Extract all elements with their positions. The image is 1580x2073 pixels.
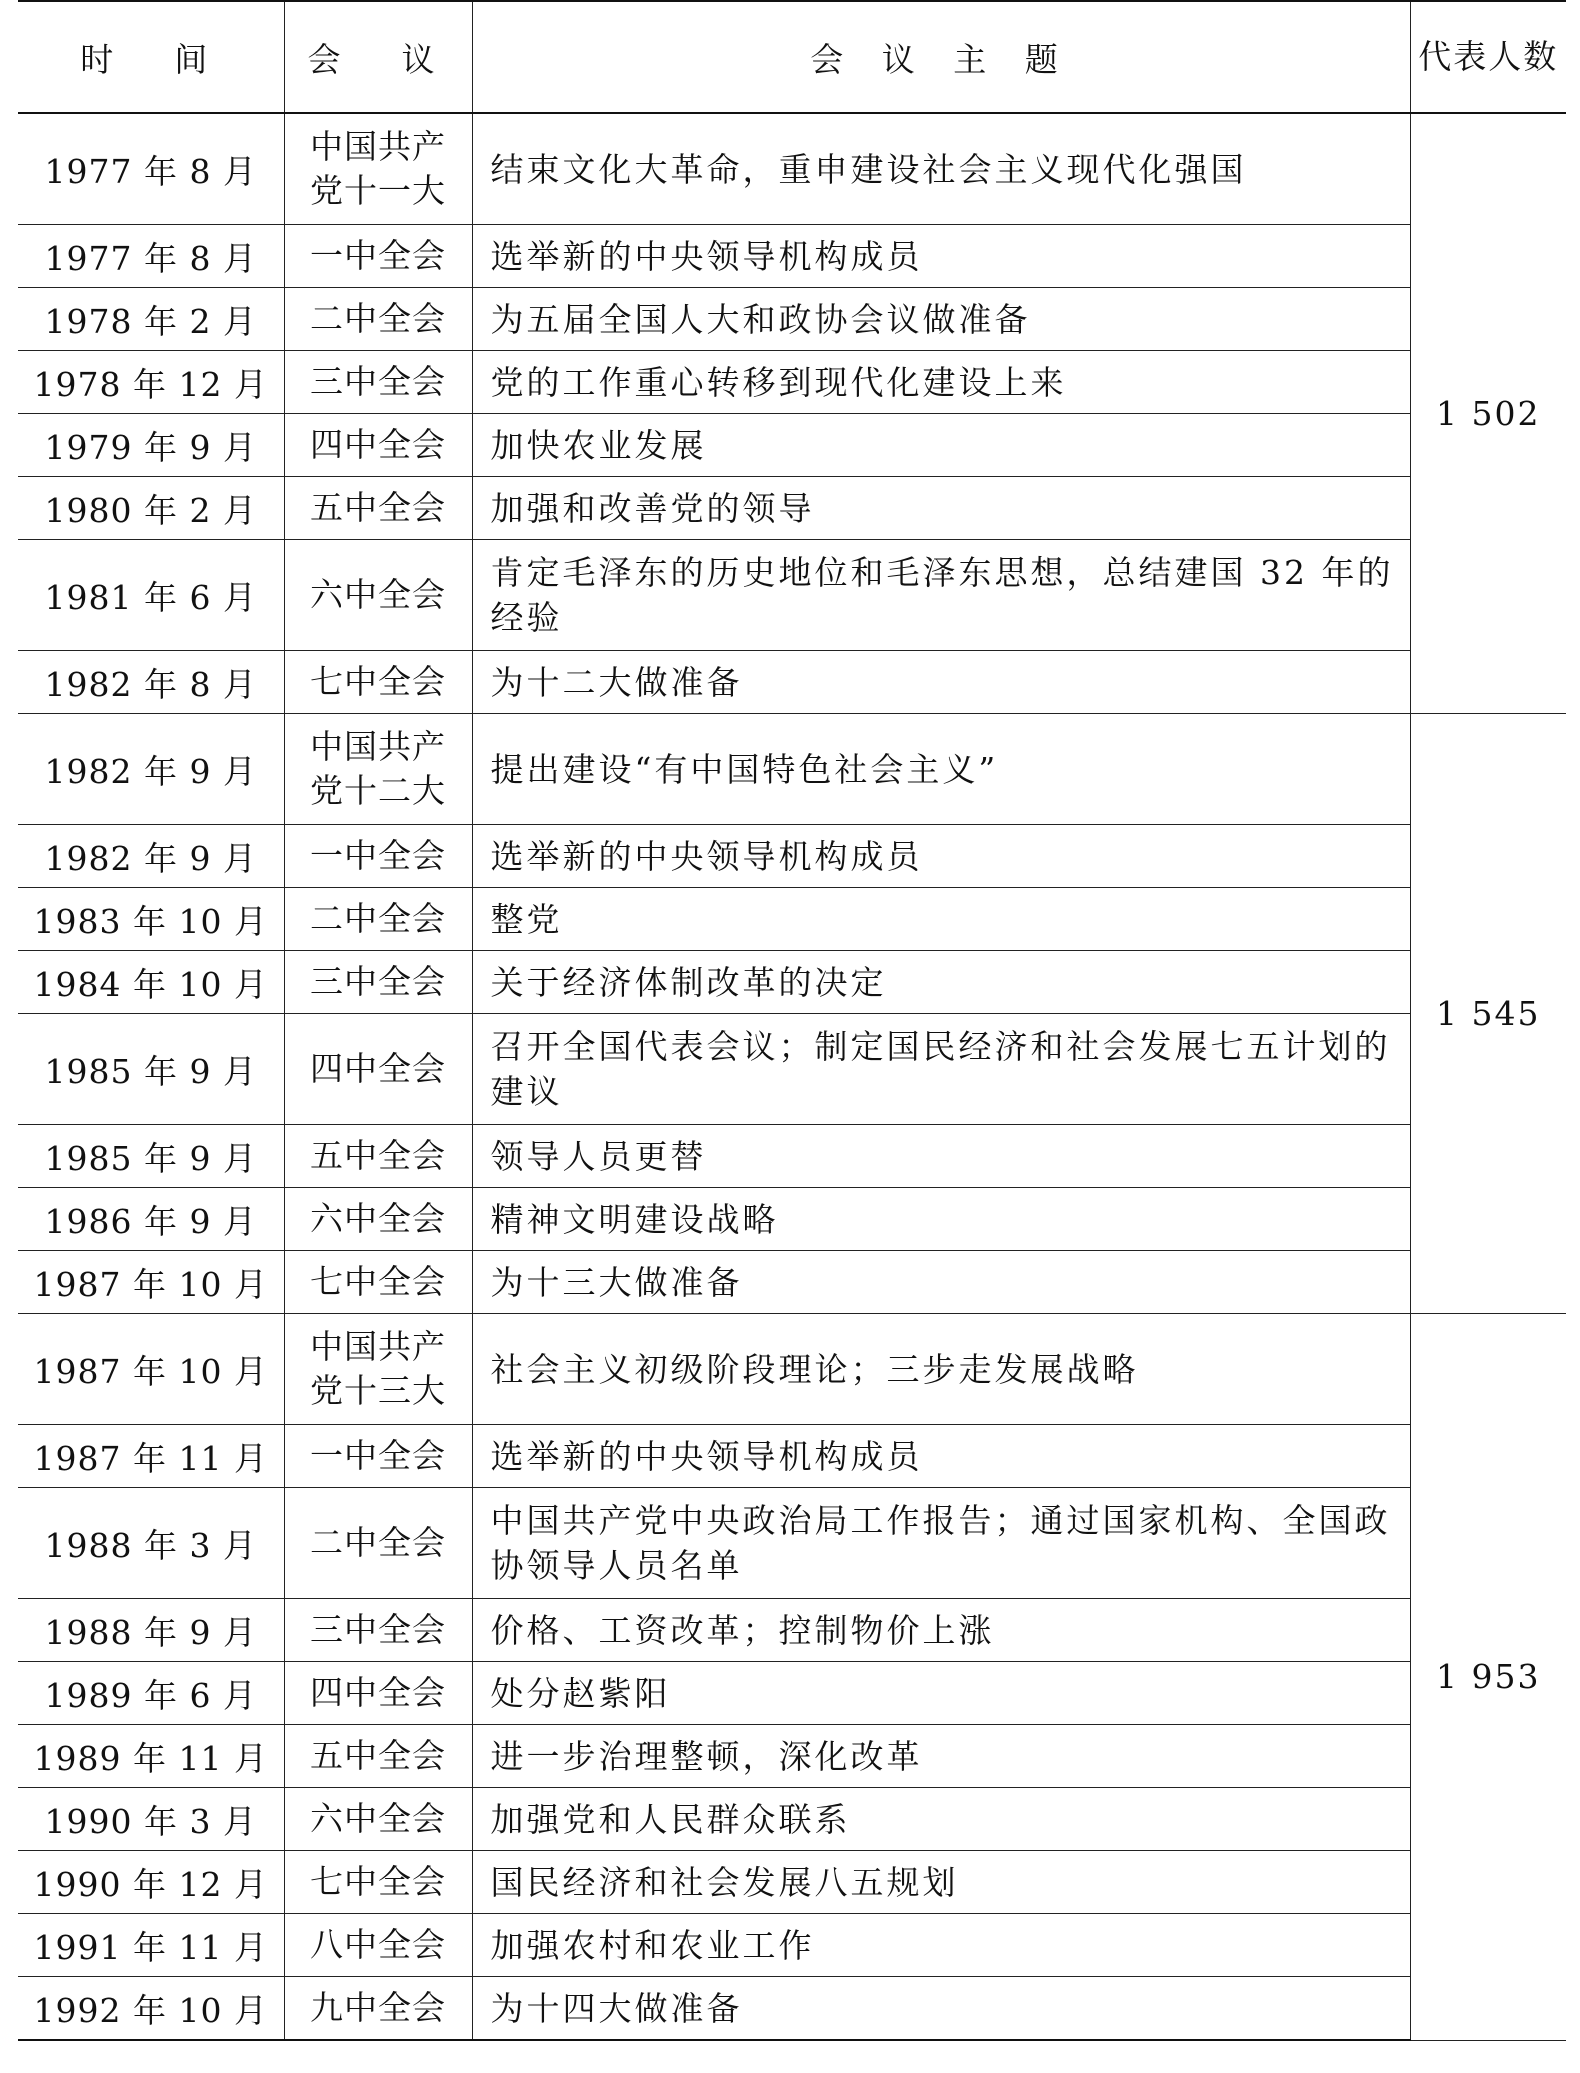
cell-topic: 结束文化大革命，重申建设社会主义现代化强国 xyxy=(472,113,1410,225)
table-row xyxy=(18,1488,1566,1599)
table-row xyxy=(18,1125,1566,1188)
cell-date: 1979 年 9 月 xyxy=(18,414,284,477)
cell-meeting: 五中全会 xyxy=(284,1725,472,1788)
table-row xyxy=(18,714,1566,825)
cell-delegate-count: 1 545 xyxy=(1410,714,1566,1314)
cell-date: 1982 年 9 月 xyxy=(18,825,284,888)
table-row xyxy=(18,1977,1566,2041)
table-header xyxy=(18,1,1566,113)
cell-meeting: 六中全会 xyxy=(284,540,472,651)
table-row xyxy=(18,1314,1566,1425)
cell-meeting: 七中全会 xyxy=(284,651,472,714)
cell-topic: 加强和改善党的领导 xyxy=(472,477,1410,540)
cell-date: 1977 年 8 月 xyxy=(18,225,284,288)
cell-topic: 提出建设“有中国特色社会主义” xyxy=(472,714,1410,825)
cell-date: 1983 年 10 月 xyxy=(18,888,284,951)
table-row xyxy=(18,951,1566,1014)
cell-date: 1977 年 8 月 xyxy=(18,113,284,225)
table-row xyxy=(18,1014,1566,1125)
table-row xyxy=(18,888,1566,951)
cell-meeting: 一中全会 xyxy=(284,1425,472,1488)
cell-topic: 为十二大做准备 xyxy=(472,651,1410,714)
cell-meeting: 二中全会 xyxy=(284,288,472,351)
table-row xyxy=(18,288,1566,351)
cell-topic: 关于经济体制改革的决定 xyxy=(472,951,1410,1014)
header-count: 代表人数 xyxy=(1410,1,1566,113)
cell-topic: 为五届全国人大和政协会议做准备 xyxy=(472,288,1410,351)
cell-topic: 领导人员更替 xyxy=(472,1125,1410,1188)
table-row xyxy=(18,225,1566,288)
cell-topic: 召开全国代表会议；制定国民经济和社会发展七五计划的建议 xyxy=(472,1014,1410,1125)
header-topic: 会 议 主 题 xyxy=(472,1,1410,113)
table-row xyxy=(18,540,1566,651)
cell-topic: 选举新的中央领导机构成员 xyxy=(472,825,1410,888)
cell-meeting: 中国共产党十一大 xyxy=(284,113,472,225)
table-body xyxy=(18,113,1566,2040)
cell-date: 1985 年 9 月 xyxy=(18,1014,284,1125)
meetings-table xyxy=(18,0,1566,2041)
cell-meeting: 二中全会 xyxy=(284,1488,472,1599)
cell-topic: 国民经济和社会发展八五规划 xyxy=(472,1851,1410,1914)
cell-meeting: 三中全会 xyxy=(284,951,472,1014)
cell-topic: 加快农业发展 xyxy=(472,414,1410,477)
table-row xyxy=(18,1851,1566,1914)
cell-date: 1987 年 10 月 xyxy=(18,1251,284,1314)
cell-date: 1982 年 8 月 xyxy=(18,651,284,714)
cell-date: 1990 年 3 月 xyxy=(18,1788,284,1851)
table-row xyxy=(18,414,1566,477)
cell-topic: 中国共产党中央政治局工作报告；通过国家机构、全国政协领导人员名单 xyxy=(472,1488,1410,1599)
cell-meeting: 七中全会 xyxy=(284,1251,472,1314)
cell-date: 1990 年 12 月 xyxy=(18,1851,284,1914)
cell-topic: 价格、工资改革；控制物价上涨 xyxy=(472,1599,1410,1662)
cell-meeting: 五中全会 xyxy=(284,477,472,540)
cell-date: 1988 年 9 月 xyxy=(18,1599,284,1662)
cell-date: 1987 年 10 月 xyxy=(18,1314,284,1425)
cell-date: 1989 年 6 月 xyxy=(18,1662,284,1725)
cell-topic: 选举新的中央领导机构成员 xyxy=(472,1425,1410,1488)
table-row xyxy=(18,1188,1566,1251)
cell-topic: 整党 xyxy=(472,888,1410,951)
cell-date: 1978 年 12 月 xyxy=(18,351,284,414)
cell-date: 1981 年 6 月 xyxy=(18,540,284,651)
cell-meeting: 五中全会 xyxy=(284,1125,472,1188)
table-row xyxy=(18,1914,1566,1977)
cell-date: 1984 年 10 月 xyxy=(18,951,284,1014)
cell-date: 1987 年 11 月 xyxy=(18,1425,284,1488)
cell-topic: 选举新的中央领导机构成员 xyxy=(472,225,1410,288)
table-row xyxy=(18,1599,1566,1662)
cell-topic: 加强农村和农业工作 xyxy=(472,1914,1410,1977)
table-row xyxy=(18,113,1566,225)
cell-meeting: 四中全会 xyxy=(284,1014,472,1125)
table-row xyxy=(18,1251,1566,1314)
cell-topic: 党的工作重心转移到现代化建设上来 xyxy=(472,351,1410,414)
cell-date: 1978 年 2 月 xyxy=(18,288,284,351)
table-row xyxy=(18,1425,1566,1488)
cell-date: 1985 年 9 月 xyxy=(18,1125,284,1188)
cell-meeting: 一中全会 xyxy=(284,825,472,888)
cell-meeting: 二中全会 xyxy=(284,888,472,951)
cell-meeting: 一中全会 xyxy=(284,225,472,288)
cell-topic: 肯定毛泽东的历史地位和毛泽东思想，总结建国 32 年的经验 xyxy=(472,540,1410,651)
cell-topic: 为十三大做准备 xyxy=(472,1251,1410,1314)
cell-date: 1992 年 10 月 xyxy=(18,1977,284,2041)
cell-date: 1989 年 11 月 xyxy=(18,1725,284,1788)
table-row xyxy=(18,1662,1566,1725)
cell-date: 1988 年 3 月 xyxy=(18,1488,284,1599)
cell-date: 1980 年 2 月 xyxy=(18,477,284,540)
cell-meeting: 六中全会 xyxy=(284,1188,472,1251)
cell-date: 1982 年 9 月 xyxy=(18,714,284,825)
cell-topic: 社会主义初级阶段理论；三步走发展战略 xyxy=(472,1314,1410,1425)
table-row xyxy=(18,1788,1566,1851)
cell-meeting: 六中全会 xyxy=(284,1788,472,1851)
table-row xyxy=(18,351,1566,414)
cell-date: 1991 年 11 月 xyxy=(18,1914,284,1977)
cell-meeting: 中国共产党十二大 xyxy=(284,714,472,825)
header-meeting: 会 议 xyxy=(284,1,472,113)
cell-topic: 进一步治理整顿，深化改革 xyxy=(472,1725,1410,1788)
cell-topic: 处分赵紫阳 xyxy=(472,1662,1410,1725)
cell-delegate-count: 1 502 xyxy=(1410,113,1566,714)
table-row xyxy=(18,651,1566,714)
cell-topic: 加强党和人民群众联系 xyxy=(472,1788,1410,1851)
cell-meeting: 三中全会 xyxy=(284,351,472,414)
cell-meeting: 中国共产党十三大 xyxy=(284,1314,472,1425)
cell-meeting: 四中全会 xyxy=(284,414,472,477)
cell-meeting: 四中全会 xyxy=(284,1662,472,1725)
header-time: 时 间 xyxy=(18,1,284,113)
cell-delegate-count: 1 953 xyxy=(1410,1314,1566,2041)
table-row xyxy=(18,477,1566,540)
table-row xyxy=(18,825,1566,888)
cell-topic: 精神文明建设战略 xyxy=(472,1188,1410,1251)
cell-meeting: 七中全会 xyxy=(284,1851,472,1914)
cell-meeting: 三中全会 xyxy=(284,1599,472,1662)
cell-date: 1986 年 9 月 xyxy=(18,1188,284,1251)
table-row xyxy=(18,1725,1566,1788)
cell-meeting: 九中全会 xyxy=(284,1977,472,2041)
cell-topic: 为十四大做准备 xyxy=(472,1977,1410,2041)
cell-meeting: 八中全会 xyxy=(284,1914,472,1977)
